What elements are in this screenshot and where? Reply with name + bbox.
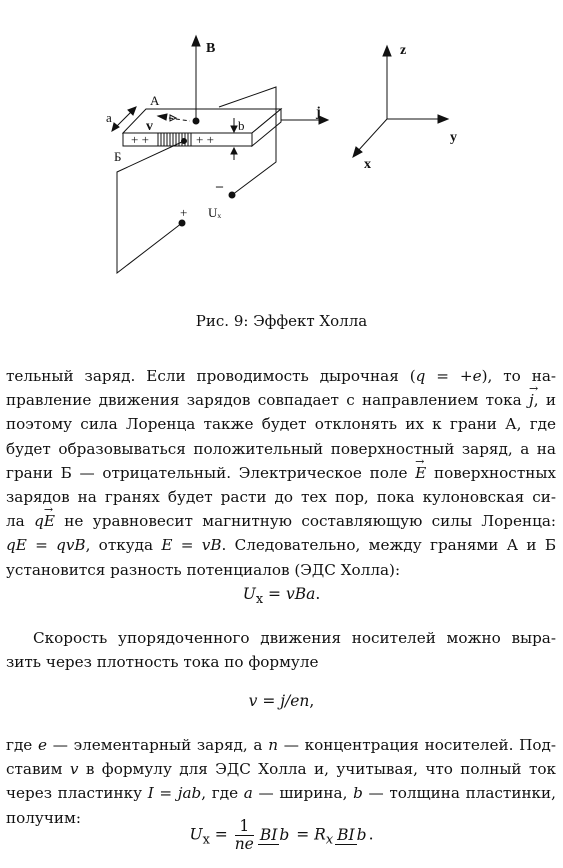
fraction: BI b	[259, 826, 290, 844]
text-line: правление движения зарядов совпадает с направлением тока → j, и	[6, 388, 556, 412]
label-Bcyr: Б	[114, 149, 122, 164]
formula-hall-emf: $U_x$ = vBa.	[242, 585, 321, 608]
formula-hall-final: $U_x$ = $\frac{1}{ne}$ BI $b = R_x$ BI b .	[189, 817, 374, 853]
text-line: ла q→ E не уравновесит магнитную составляющую силы Лоренца:	[6, 509, 556, 533]
paragraph-2	[6, 626, 556, 674]
label-B: B	[206, 41, 216, 56]
label-a: a	[106, 110, 112, 125]
label-y: y	[450, 130, 457, 145]
terminal-minus	[229, 192, 235, 198]
text-line: Скорость упорядоченного движения носителей можно выра-	[33, 629, 556, 647]
figure-caption: Рис. 9: Эффект Холла	[195, 312, 368, 330]
label-plus: +	[180, 205, 188, 220]
label-plus-right: + +	[196, 132, 214, 147]
label-plus-left: + +	[131, 132, 149, 147]
label-j: j	[316, 105, 321, 120]
text-line: зить через плотность тока по формуле	[6, 653, 319, 672]
fraction: BI b	[337, 826, 367, 844]
text-line: будет образовываться положительный поверхностный заряд, а на	[6, 439, 556, 458]
label-x: x	[364, 157, 371, 172]
axis-x	[357, 119, 387, 152]
text-line: через пластинку I = jab, где a — ширина, b — толщина пластинки,	[6, 784, 557, 803]
fraction: $\frac{1}{ne}$	[234, 817, 254, 853]
text-line: где e — элементарный заряд, а n — концентрация носителей. Под-	[6, 736, 557, 754]
label-A: A	[150, 93, 160, 108]
text-line: грани Б — отрицательный. Электрическое поле → E поверхностных	[6, 461, 556, 485]
text-line: зарядов на гранях будет расти до тех пор, пока кулоновская си-	[6, 488, 556, 507]
text-line: поэтому сила Лоренца также будет отклонять их к грани А, где	[6, 415, 556, 434]
terminal-plus	[179, 220, 185, 226]
text-line: ставим v в формулу для ЭДС Холла и, учитывая, что полный ток	[6, 760, 556, 779]
label-v: v	[146, 119, 153, 134]
contact-dot	[182, 139, 187, 144]
label-z: z	[400, 43, 407, 58]
paragraph-1	[6, 364, 556, 582]
text-line: тельный заряд. Если проводимость дырочная (q = +e), то на-	[6, 367, 557, 385]
text-line: получим:	[6, 808, 81, 827]
carrier-dot	[193, 118, 199, 124]
text-line: qE = qvB, откуда E = vB. Следовательно, между гранями А и Б	[6, 536, 556, 555]
label-Ux: Uₓ	[208, 205, 222, 220]
label-minus: –	[216, 179, 223, 194]
text-line: установится разность потенциалов (ЭДС Холла):	[6, 560, 401, 579]
wire-bottom	[117, 141, 184, 273]
paragraph-3	[6, 733, 556, 830]
formula-velocity: v = j/en,	[248, 692, 315, 710]
hall-effect-figure	[0, 0, 563, 300]
label-b: b	[238, 118, 245, 133]
